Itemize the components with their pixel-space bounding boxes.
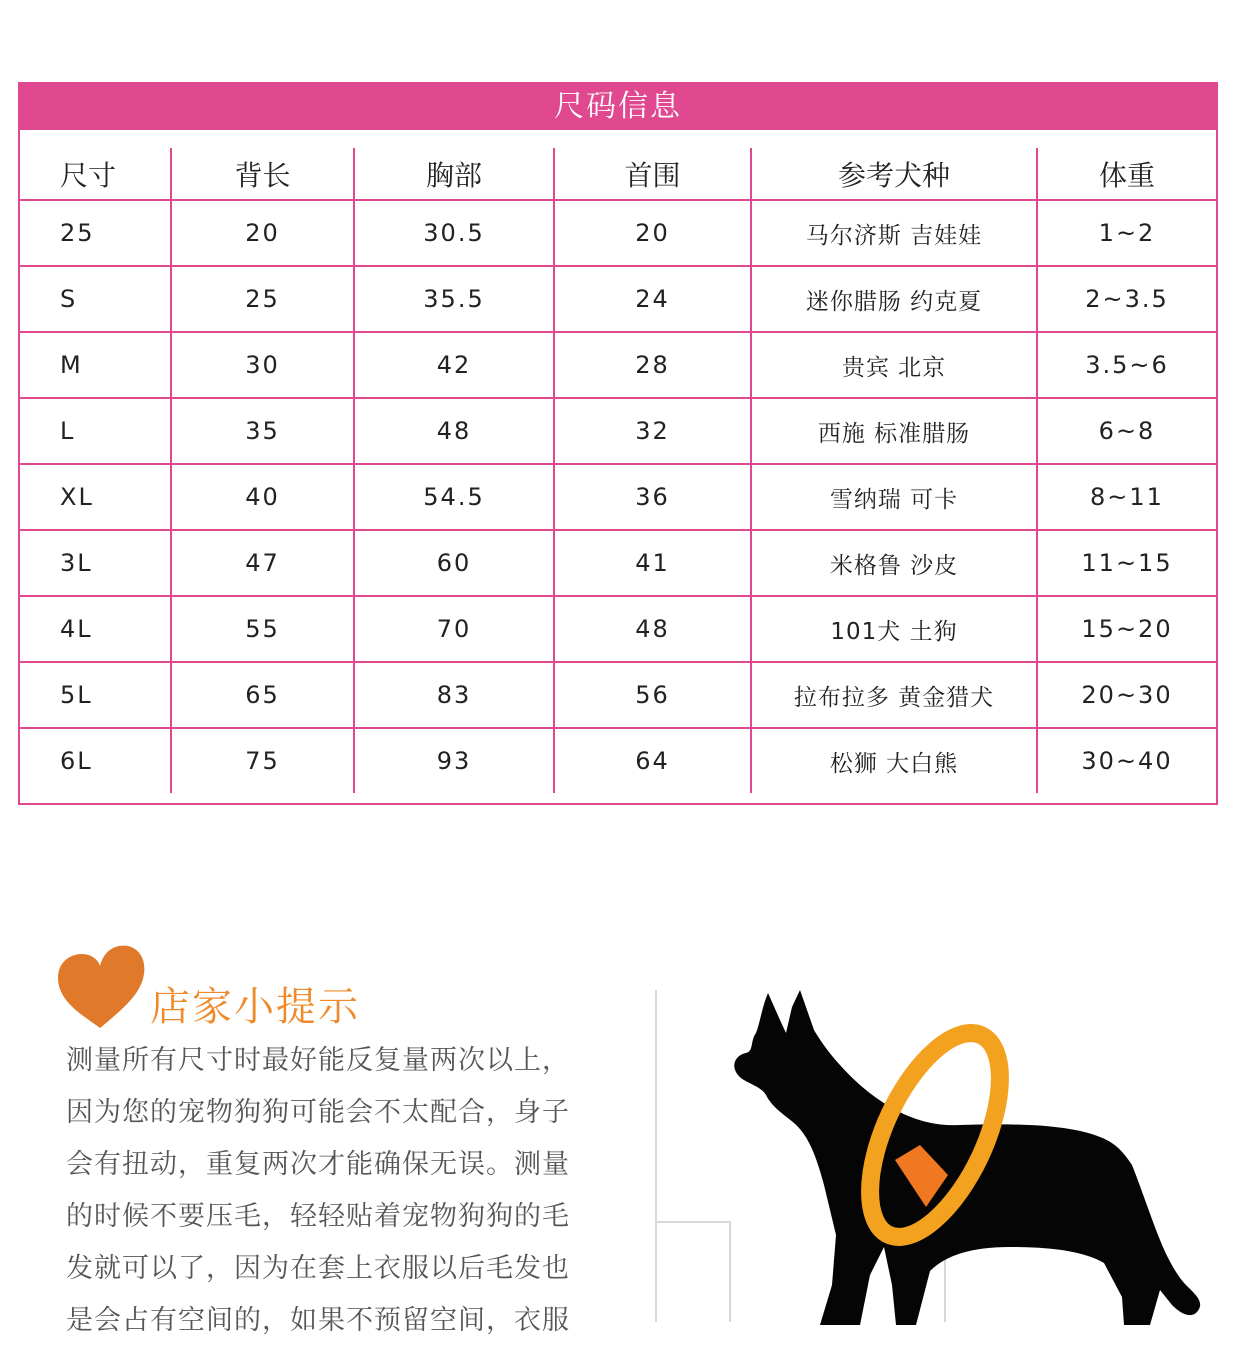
tips-line: 是会占有空间的，如果不预留空间，衣服 bbox=[66, 1305, 570, 1336]
header-size: 尺寸 bbox=[20, 148, 171, 200]
cell-back-length: 30 bbox=[171, 332, 354, 398]
cell-breed: 雪纳瑞 可卡 bbox=[751, 464, 1037, 530]
cell-chest: 48 bbox=[354, 398, 554, 464]
cell-weight: 2~3.5 bbox=[1037, 266, 1216, 332]
cell-back-length: 40 bbox=[171, 464, 354, 530]
cell-neck: 56 bbox=[554, 662, 751, 728]
cell-back-length: 47 bbox=[171, 530, 354, 596]
cell-size: 5L bbox=[20, 662, 171, 728]
cell-breed: 米格鲁 沙皮 bbox=[751, 530, 1037, 596]
cell-neck: 41 bbox=[554, 530, 751, 596]
shop-tips bbox=[50, 940, 610, 1347]
cell-size: 6L bbox=[60, 747, 93, 775]
tips-line: 发就可以了，因为在套上衣服以后毛发也 bbox=[66, 1253, 570, 1284]
header-back-length: 背长 bbox=[171, 148, 354, 200]
cell-back-length: 55 bbox=[171, 596, 354, 662]
cell-back-length: 65 bbox=[171, 662, 354, 728]
cell-size: L bbox=[20, 398, 171, 464]
cell-breed: 西施 标准腊肠 bbox=[751, 398, 1037, 464]
cell-breed: 拉布拉多 黄金猎犬 bbox=[751, 662, 1037, 728]
cell-back-length: 25 bbox=[171, 266, 354, 332]
table-row bbox=[20, 530, 1216, 596]
cell-weight: 3.5~6 bbox=[1037, 332, 1216, 398]
cell-back-length: 20 bbox=[171, 200, 354, 266]
cell-chest: 42 bbox=[354, 332, 554, 398]
cell-weight: 15~20 bbox=[1037, 596, 1216, 662]
cell-weight: 11~15 bbox=[1037, 530, 1216, 596]
cell-size: M bbox=[20, 332, 171, 398]
tips-line: 会有扭动，重复两次才能确保无误。测量 bbox=[66, 1149, 570, 1180]
cell-size: S bbox=[20, 266, 171, 332]
size-table bbox=[18, 82, 1218, 805]
header-row bbox=[20, 148, 1216, 200]
header-neck: 首围 bbox=[554, 148, 751, 200]
table-row bbox=[20, 332, 1216, 398]
table-row bbox=[20, 200, 1216, 266]
cell-size: 4L bbox=[20, 596, 171, 662]
cell-chest: 35.5 bbox=[354, 266, 554, 332]
cell-breed: 101犬 土狗 bbox=[751, 596, 1037, 662]
size-table-title: 尺码信息 bbox=[20, 84, 1216, 130]
cell-chest: 60 bbox=[354, 530, 554, 596]
header-weight: 体重 bbox=[1037, 148, 1216, 200]
cell-weight: 1~2 bbox=[1037, 200, 1216, 266]
header-breed: 参考犬种 bbox=[751, 148, 1037, 200]
cell-size: XL bbox=[20, 464, 171, 530]
cell-chest: 30.5 bbox=[354, 200, 554, 266]
table-row bbox=[20, 266, 1216, 332]
tips-heading bbox=[50, 940, 610, 1035]
cell-neck: 28 bbox=[554, 332, 751, 398]
cell-chest: 54.5 bbox=[354, 464, 554, 530]
cell-breed: 迷你腊肠 约克夏 bbox=[751, 266, 1037, 332]
table-row bbox=[20, 662, 1216, 728]
cell-back-length: 35 bbox=[171, 398, 354, 464]
size-chart bbox=[20, 148, 1216, 793]
cell-neck: 24 bbox=[554, 266, 751, 332]
cell-breed: 贵宾 北京 bbox=[751, 332, 1037, 398]
cell-chest: 70 bbox=[354, 596, 554, 662]
table-row bbox=[20, 596, 1216, 662]
header-chest: 胸部 bbox=[354, 148, 554, 200]
table-row bbox=[20, 398, 1216, 464]
cell-neck: 64 bbox=[554, 728, 751, 793]
cell-neck: 48 bbox=[554, 596, 751, 662]
cell-weight: 8~11 bbox=[1037, 464, 1216, 530]
cell-neck: 20 bbox=[554, 200, 751, 266]
dog-silhouette-icon bbox=[720, 985, 1220, 1325]
table-row bbox=[20, 728, 1216, 793]
cell-weight: 20~30 bbox=[1037, 662, 1216, 728]
cell-neck: 32 bbox=[554, 398, 751, 464]
cell-chest: 93 bbox=[354, 728, 554, 793]
cell-neck: 36 bbox=[554, 464, 751, 530]
tips-line: 因为您的宠物狗狗可能会不太配合，身子 bbox=[66, 1097, 570, 1128]
cell-breed: 马尔济斯 吉娃娃 bbox=[751, 200, 1037, 266]
table-row bbox=[20, 464, 1216, 530]
cell-size: 3L bbox=[20, 530, 171, 596]
cell-size: 25 bbox=[20, 200, 171, 266]
cell-chest: 83 bbox=[354, 662, 554, 728]
cell-back-length: 75 bbox=[171, 728, 354, 793]
tips-line: 测量所有尺寸时最好能反复量两次以上， bbox=[66, 1045, 570, 1076]
cell-breed: 松狮 大白熊 bbox=[751, 728, 1037, 793]
cell-weight: 30~40 bbox=[1037, 728, 1216, 793]
tips-line: 的时候不要压毛，轻轻贴着宠物狗狗的毛 bbox=[66, 1201, 570, 1232]
tips-body bbox=[50, 1035, 606, 1347]
tips-title: 店家小提示 bbox=[150, 984, 360, 1030]
heart-icon bbox=[54, 942, 146, 1030]
cell-weight: 6~8 bbox=[1037, 398, 1216, 464]
